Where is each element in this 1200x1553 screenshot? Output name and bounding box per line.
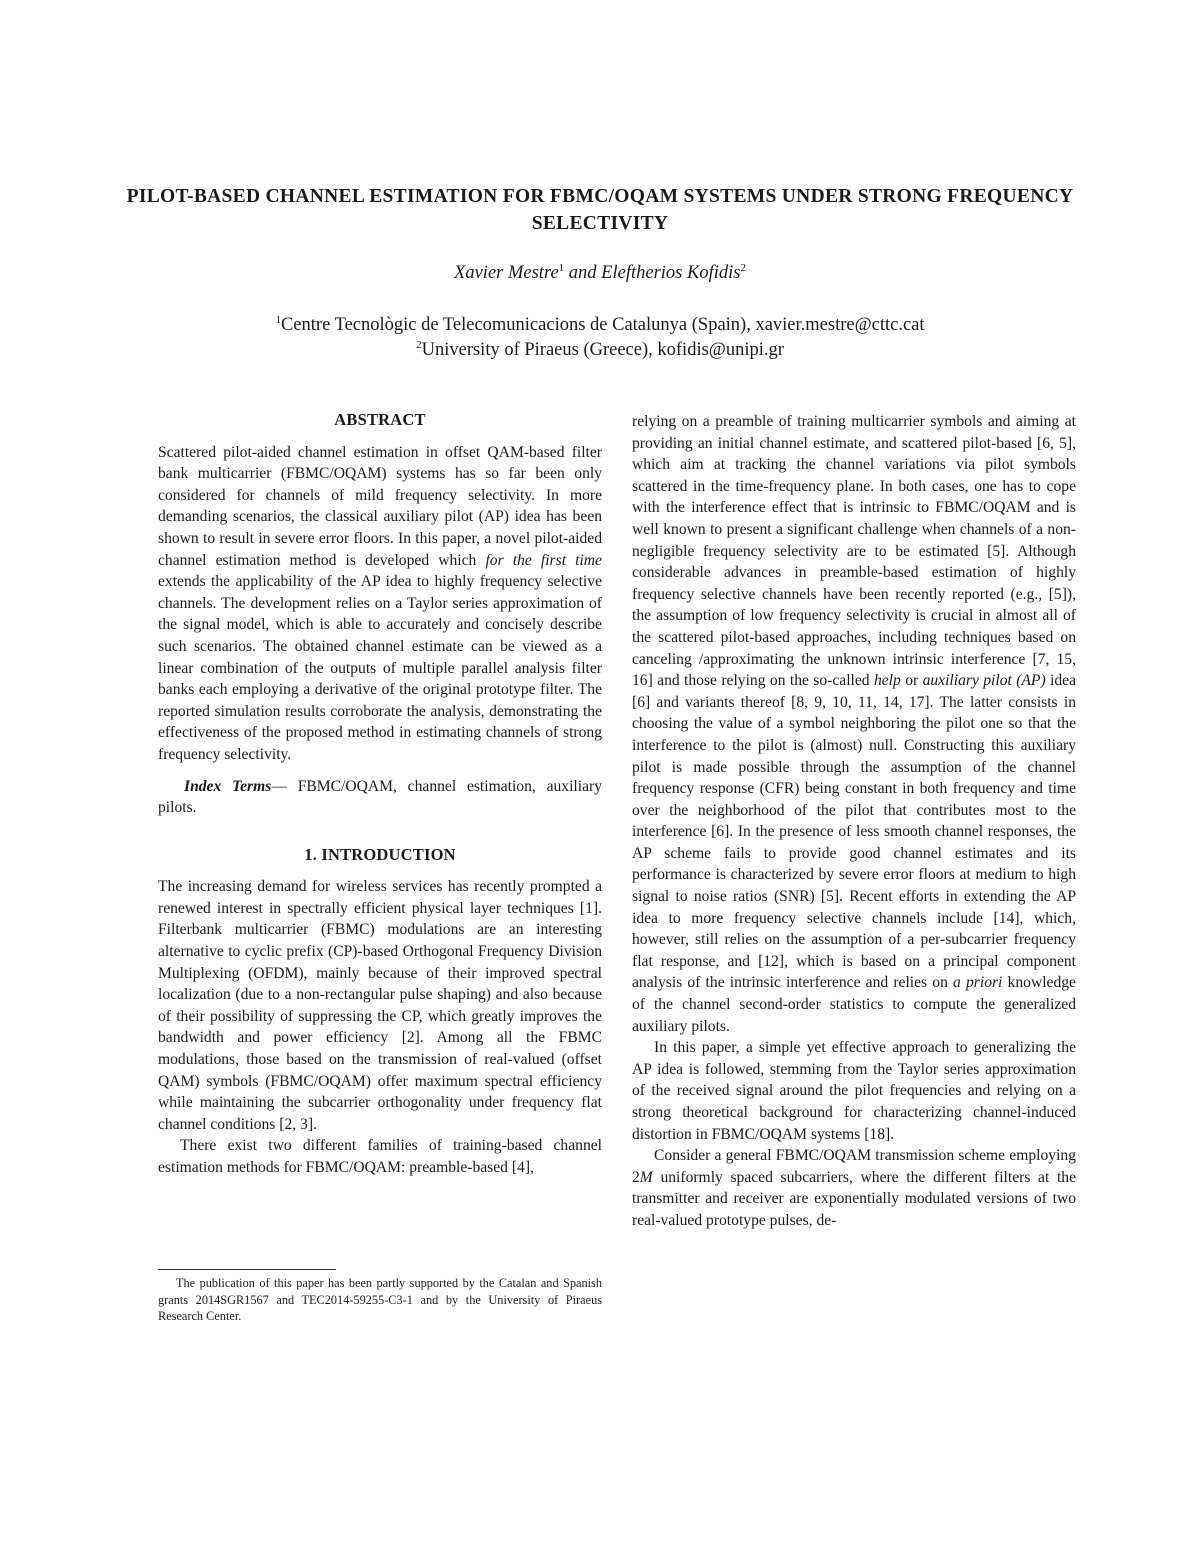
math-symbol: M xyxy=(639,1168,653,1186)
author-name: Xavier Mestre xyxy=(454,263,559,283)
author-affil-mark: 2 xyxy=(740,262,746,274)
abstract-text: extends the applicability of the AP idea to highly frequency selective channels. The development relies on a Taylor series approximation of the signal model, which is able to accurately and concisely describe such scenarios. The obtained channel estimate can be viewed as a linear combination of the outputs of multiple parallel analysis filter banks each employing a derivative of the original prototype filter. The reported simulation results corroborate the analysis, demonstrating the effectiveness of the proposed method in estimating channels of strong frequency selectivity. xyxy=(158,573,602,763)
intro-paragraph: There exist two different families of training-based channel estimation methods for FBMC/OQAM: preamble-based [4], xyxy=(158,1137,602,1176)
index-terms-dash: — xyxy=(271,777,298,795)
intro-paragraph-continued xyxy=(632,411,1076,1037)
intro-text: idea [6] and variants thereof [8, 9, 10, 11, 14, 17]. The latter consists in choosing the value of a symbol neighboring the pilot one so that the interference to the pilot is (almost) null. Constructing this auxiliary pilot is made possible through the assumption of the channel frequency response (CFR) being constant in both frequency and time over the neighborhood of the pilot that contributes most to the interference [6]. In the presence of less smooth channel responses, the AP scheme fails to provide good channel estimates and its performance is characterized by severe error floors at medium to high signal to noise ratios (SNR) [5]. Recent efforts in extending the AP idea to more frequency selective channels include [14], which, however, still relies on the assumption of a per-subcarrier frequency flat response, and [12], which is based on a principal component analysis of the intrinsic interference and relies on xyxy=(632,672,1077,992)
index-terms-label: Index Terms xyxy=(184,777,272,795)
affiliation-text: University of Piraeus (Greece), kofidis@unipi.gr xyxy=(421,340,784,360)
intro-text: Consider a general FBMC/OQAM transmission scheme employing 2 xyxy=(632,1147,1076,1186)
affiliations xyxy=(120,313,1080,363)
author-line xyxy=(120,261,1080,285)
intro-emphasis: auxiliary pilot (AP) xyxy=(922,672,1046,690)
intro-emphasis: a priori xyxy=(953,974,1003,992)
index-terms xyxy=(158,776,602,819)
intro-paragraph xyxy=(632,1145,1076,1231)
left-column xyxy=(158,409,602,1179)
affiliation-text: Centre Tecnològic de Telecomunicacions de Catalunya (Spain), xavier.mestre@cttc.cat xyxy=(280,315,925,335)
intro-text: relying on a preamble of training multicarrier symbols and aiming at providing an initial channel estimate, and scattered pilot-based [6, 5], which aim at tracking the channel variations via pilot symbols scattered in the time-frequency plane. In both cases, one has to cope with the interference effect that is intrinsic to FBMC/OQAM and is well known to present a significant challenge when channels of a non-negligible frequency selectivity are to be estimated [5]. Although considerable advances in preamble-based estimation of highly frequency selective channels have been recently reported (e.g., [5]), the assumption of low frequency selectivity is crucial in almost all of the scattered pilot-based approaches, including techniques based on canceling /approximating the unknown intrinsic interference [7, 15, 16] and those relying on the so-called xyxy=(632,413,1076,690)
abstract-text: Scattered pilot-aided channel estimation in offset QAM-based filter bank multicarrier (FBMC/OQAM) systems has so far been only considered for channels of mild frequency selectivity. In more demanding scenarios, the classical auxiliary pilot (AP) idea has been shown to result in severe error floors. In this paper, a novel pilot-aided channel estimation method is developed which xyxy=(158,443,602,569)
index-terms-text: FBMC/OQAM, channel estimation, auxiliary pilots. xyxy=(158,777,602,817)
paper-title: PILOT-BASED CHANNEL ESTIMATION FOR FBMC/OQAM SYSTEMS UNDER STRONG FREQUENCY SELECTIVITY xyxy=(126,186,1074,234)
intro-paragraph: In this paper, a simple yet effective approach to generalizing the AP idea is followed, stemming from the Taylor series approximation of the received signal around the pilot frequencies and relying on a strong theoretical background for characterizing channel-induced distortion in FBMC/OQAM systems [18]. xyxy=(632,1039,1076,1143)
footnote: The publication of this paper has been partly supported by the Catalan and Spanish grants 2014SGR1567 and TEC2014-59255-C3-1 and by the University of Piraeus Research Center. xyxy=(158,1276,602,1323)
intro-text: or xyxy=(900,672,923,690)
intro-emphasis: help xyxy=(873,672,901,690)
affil-mark: 2 xyxy=(416,339,422,351)
intro-text: knowledge of the channel second-order statistics to compute the generalized auxiliary pilots. xyxy=(632,974,1076,1035)
abstract-emphasis: for the first time xyxy=(485,551,602,569)
abstract-body xyxy=(158,442,602,766)
author-conjunction: and xyxy=(564,263,602,283)
affil-mark: 1 xyxy=(275,314,281,326)
intro-paragraph: The increasing demand for wireless services has recently prompted a renewed interest in spectrally efficient physical layer techniques [1]. Filterbank multicarrier (FBMC) modulations are an interesting alternative to cyclic prefix (CP)-based Orthogonal Frequency Division Multiplexing (OFDM), mainly because of their improved spectral localization (due to a non-rectangular pulse shaping) and also because of their possibility of suppressing the CP, which greatly improves the bandwidth and power efficiency [2]. Among all the FBMC modulations, those based on the transmission of real-valued (offset QAM) symbols (FBMC/OQAM) offer maximum spectral efficiency while maintaining the subcarrier orthogonality under frequency flat channel conditions [2, 3]. xyxy=(158,878,602,1133)
right-column xyxy=(632,411,1076,1232)
abstract-heading: ABSTRACT xyxy=(334,410,426,429)
author-affil-mark: 1 xyxy=(558,262,565,274)
intro-text: uniformly spaced subcarriers, where the different filters at the transmitter and receiver are exponentially modulated versions of two real-valued prototype pulses, de- xyxy=(632,1168,1076,1229)
affiliation-line xyxy=(120,338,1080,363)
author-name: Eleftherios Kofidis xyxy=(601,263,741,283)
footnote-rule xyxy=(158,1269,336,1270)
affiliation-line xyxy=(120,313,1080,338)
introduction-heading: 1. INTRODUCTION xyxy=(304,844,456,864)
